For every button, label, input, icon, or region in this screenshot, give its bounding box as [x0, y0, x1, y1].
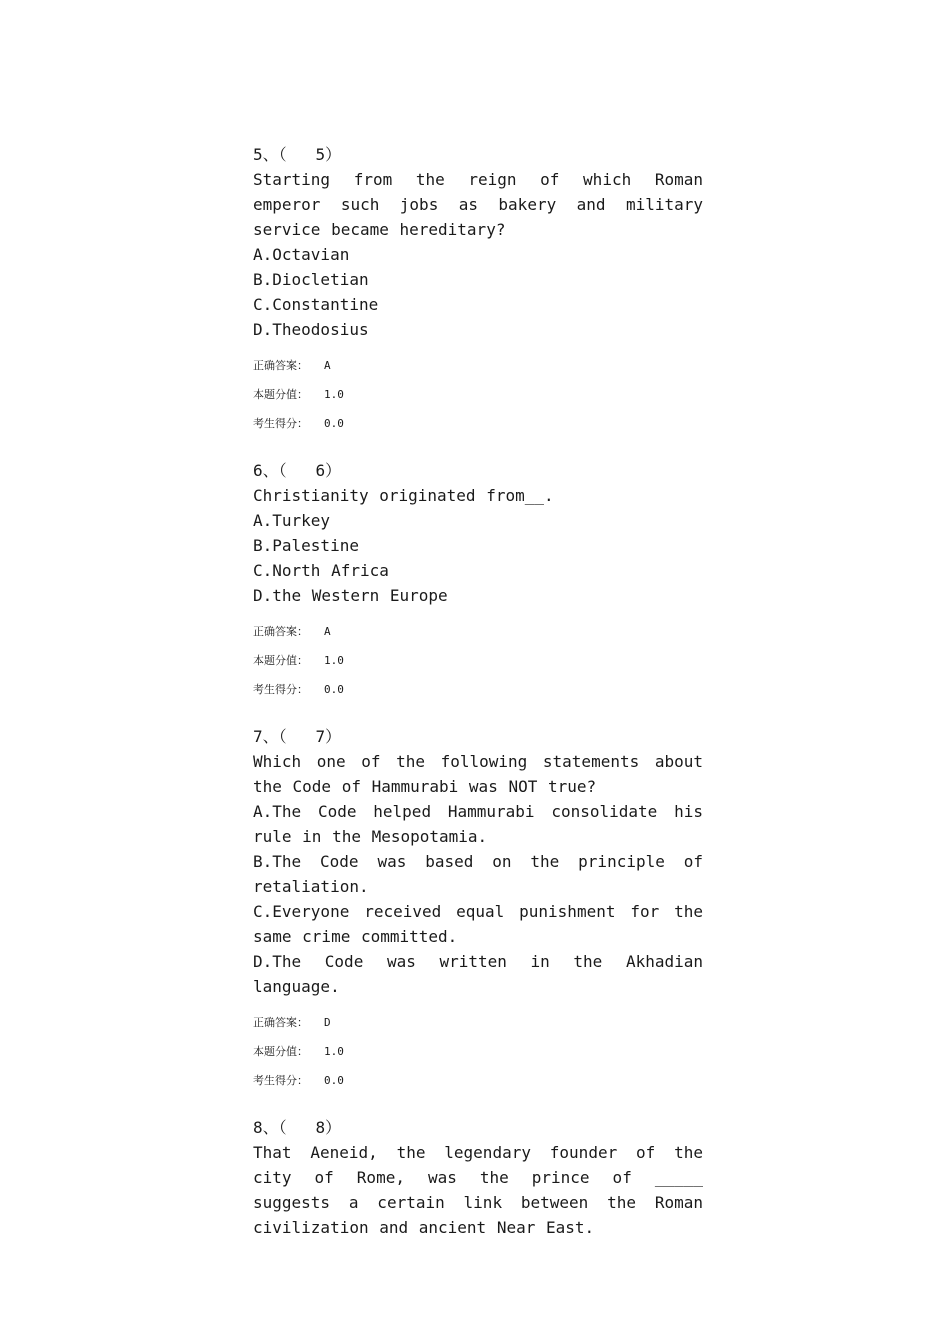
correct-answer-row: [253, 1008, 703, 1037]
correct-answer-label: 正确答案：: [253, 359, 308, 372]
question-score-row: [253, 1037, 703, 1066]
question-score-value: 1.0: [324, 1045, 344, 1058]
question-score-value: 1.0: [324, 654, 344, 667]
correct-answer-row: [253, 351, 703, 380]
student-score-label: 考生得分：: [253, 683, 308, 696]
student-score-value: 0.0: [324, 417, 344, 430]
question-number: 6、（ 6）: [253, 461, 342, 480]
student-score-row: [253, 675, 703, 704]
correct-answer-label: 正确答案：: [253, 1016, 308, 1029]
question-score-row: [253, 380, 703, 409]
question-text: Christianity originated from__.: [253, 486, 554, 505]
correct-answer-label: 正确答案：: [253, 625, 308, 638]
option-c: C.North Africa: [253, 561, 389, 580]
option-c: C.Constantine: [253, 295, 379, 314]
question-text: That Aeneid, the legendary founder of the city of Rome, was the prince of _____ suggests a certain link between the Roman civilization and ancient Near East.: [253, 1143, 703, 1237]
question-number: 5、（ 5）: [253, 145, 342, 164]
question-8: [253, 1115, 703, 1240]
correct-answer-value: D: [324, 1016, 331, 1029]
question-number: 7、（ 7）: [253, 727, 342, 746]
option-b: B.Palestine: [253, 536, 359, 555]
exam-page: [253, 142, 703, 1260]
question-score-value: 1.0: [324, 388, 344, 401]
correct-answer-row: [253, 617, 703, 646]
option-b: B.Diocletian: [253, 270, 369, 289]
student-score-label: 考生得分：: [253, 1074, 308, 1087]
question-score-row: [253, 646, 703, 675]
student-score-value: 0.0: [324, 683, 344, 696]
question-score-label: 本题分值：: [253, 388, 308, 401]
student-score-label: 考生得分：: [253, 417, 308, 430]
student-score-row: [253, 409, 703, 438]
option-d: D.Theodosius: [253, 320, 369, 339]
question-number: 8、（ 8）: [253, 1118, 342, 1137]
correct-answer-value: A: [324, 625, 331, 638]
option-a: A.Octavian: [253, 245, 350, 264]
option-b: B.The Code was based on the principle of retaliation.: [253, 852, 703, 896]
student-score-value: 0.0: [324, 1074, 344, 1087]
correct-answer-value: A: [324, 359, 331, 372]
option-c: C.Everyone received equal punishment for the same crime committed.: [253, 902, 703, 946]
option-d: D.the Western Europe: [253, 586, 448, 605]
question-score-label: 本题分值：: [253, 654, 308, 667]
answer-meta: [253, 617, 703, 704]
question-score-label: 本题分值：: [253, 1045, 308, 1058]
student-score-row: [253, 1066, 703, 1095]
answer-meta: [253, 1008, 703, 1095]
option-d: D.The Code was written in the Akhadian language.: [253, 952, 703, 996]
option-a: A.The Code helped Hammurabi consolidate his rule in the Mesopotamia.: [253, 802, 703, 846]
answer-meta: [253, 351, 703, 438]
option-a: A.Turkey: [253, 511, 331, 530]
question-7: [253, 724, 703, 1095]
question-text: Which one of the following statements about the Code of Hammurabi was NOT true?: [253, 752, 703, 796]
question-text: Starting from the reign of which Roman emperor such jobs as bakery and military service became hereditary?: [253, 170, 703, 239]
question-6: [253, 458, 703, 704]
question-5: [253, 142, 703, 438]
